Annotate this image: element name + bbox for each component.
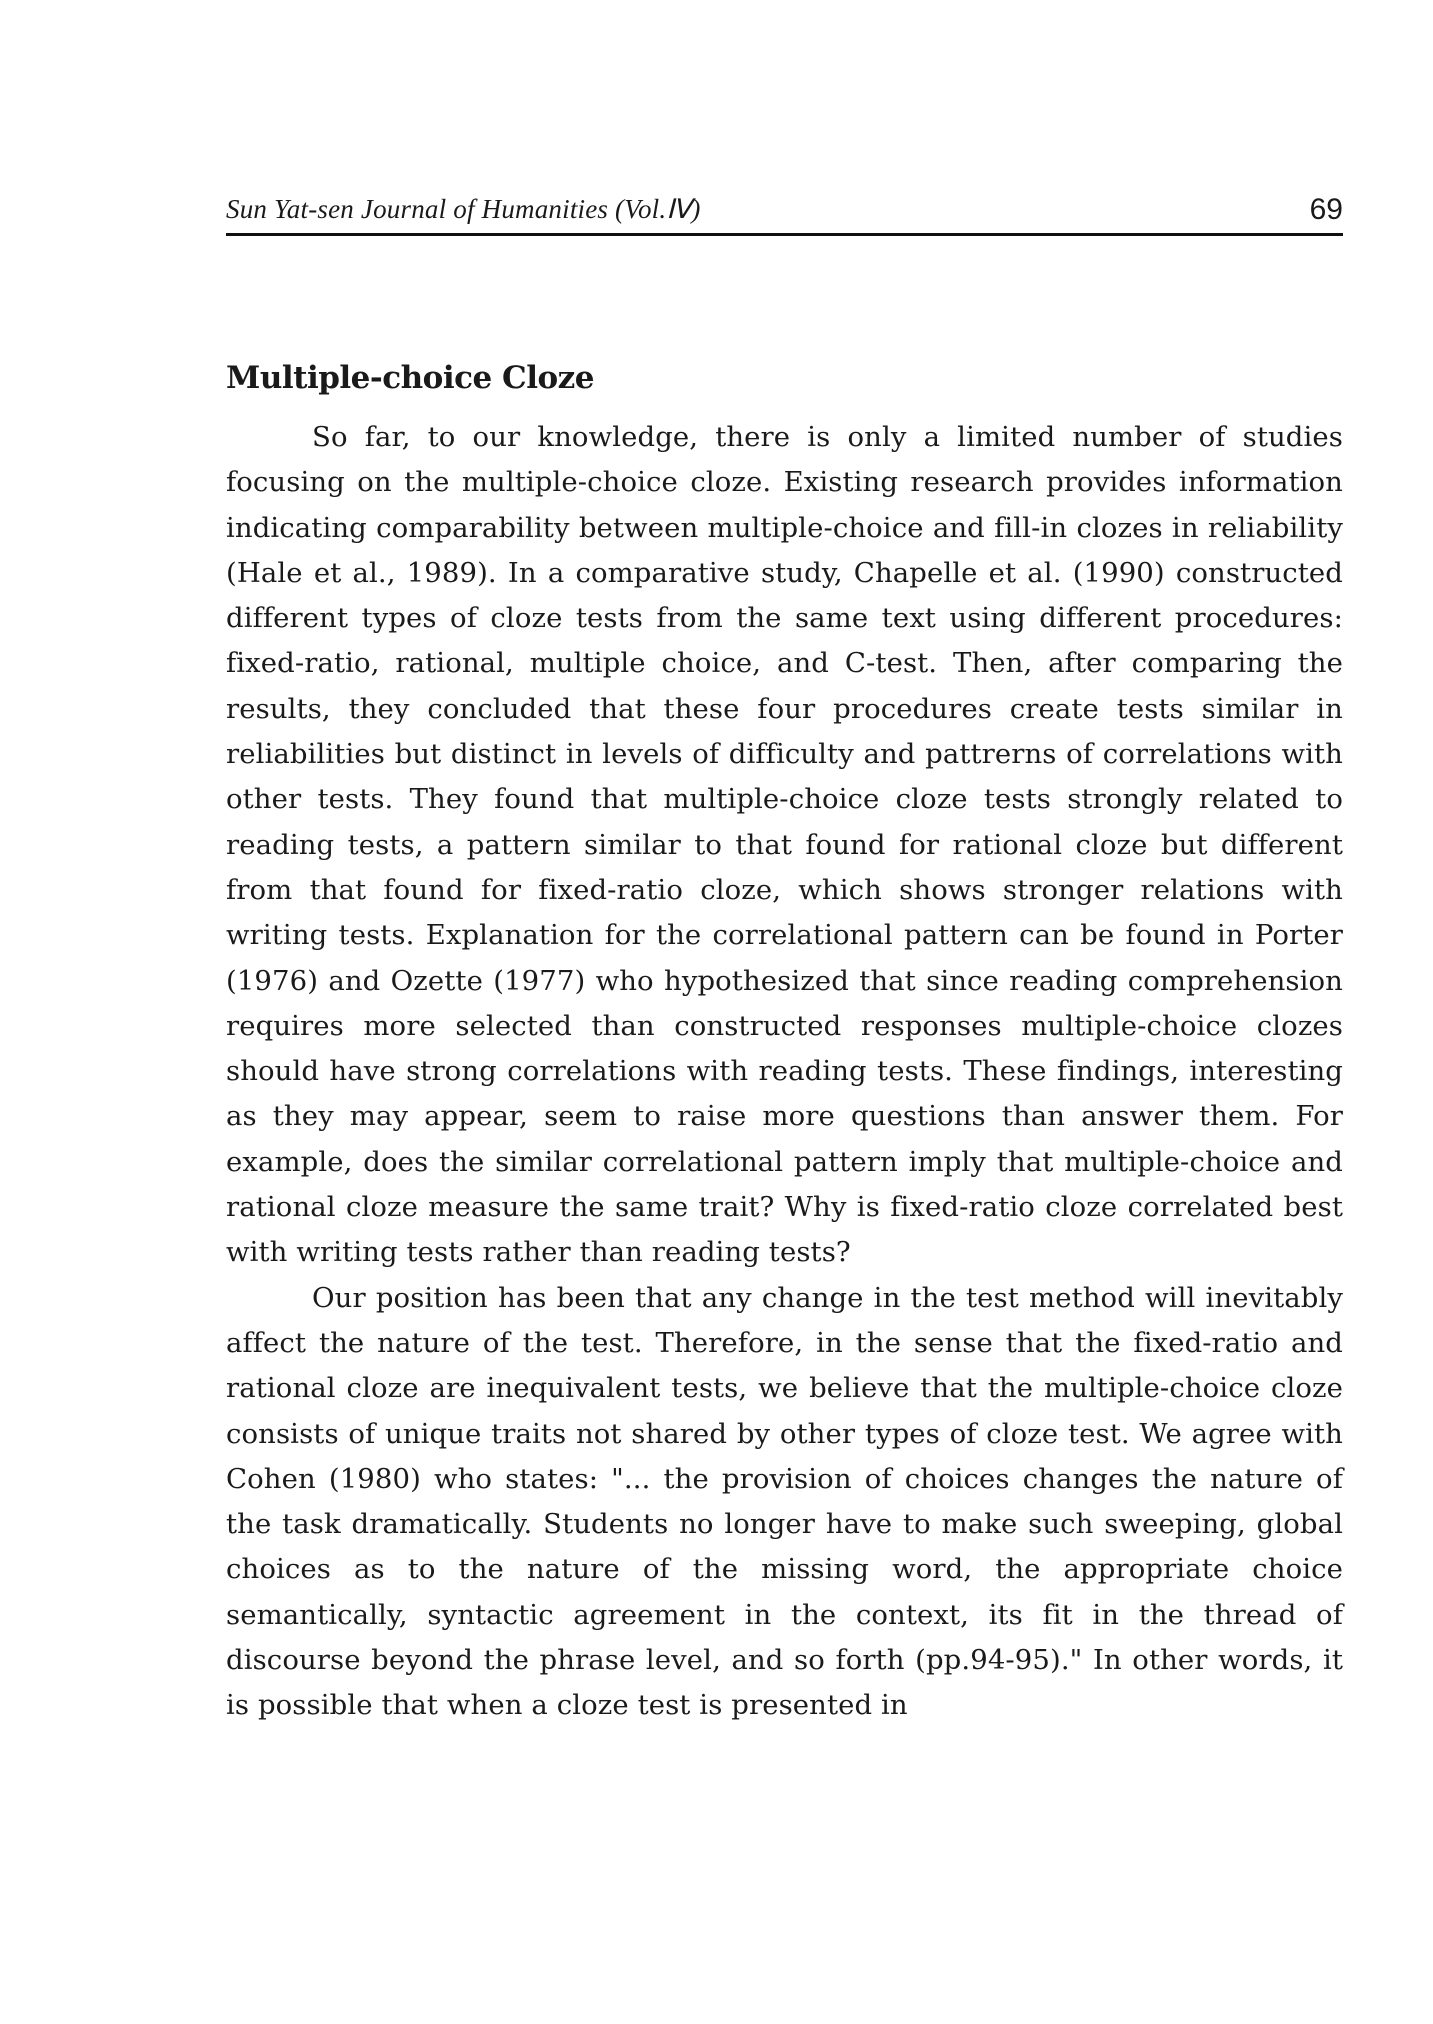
- journal-title: Sun Yat-sen Journal of Humanities (Vol.Ⅳ): [226, 194, 701, 224]
- paragraph-1: So far, to our knowledge, there is only a limited number of studies focusing on the multiple-choice cloze. Existing research provides information indicating comparability between multiple-choice and fill-in clozes in reliability (Hale et al., 1989). In a comparative study, Chapelle et al. (1990) constructed different types of cloze tests from the same text using different procedures: fixed-ratio, rational, multiple choice, and C-test. Then, after comparing the results, they concluded that these four procedures create tests similar in reliabilities but distinct in levels of difficulty and pattrerns of correlations with other tests. They found that multiple-choice cloze tests strongly related to reading tests, a pattern similar to that found for rational cloze but different from that found for fixed-ratio cloze, which shows stronger relations with writing tests. Explanation for the correlational pattern can be found in Porter (1976) and Ozette (1977) who hypothesized that since reading comprehension requires more selected than constructed responses multiple-choice clozes should have strong correlations with reading tests. These findings, interesting as they may appear, seem to raise more questions than answer them. For example, does the similar correlational pattern imply that multiple-choice and rational cloze measure the same trait? Why is fixed-ratio cloze correlated best with writing tests rather than reading tests?: [226, 421, 1343, 1269]
- section-heading: Multiple-choice Cloze: [226, 360, 594, 396]
- body-text: [226, 415, 1343, 1729]
- paragraph-2: Our position has been that any change in the test method will inevitably affect the nature of the test. Therefore, in the sense that the fixed-ratio and rational cloze are inequivalent tests, we believe that the multiple-choice cloze consists of unique traits not shared by other types of cloze test. We agree with Cohen (1980) who states: "... the provision of choices changes the nature of the task dramatically. Students no longer have to make such sweeping, global choices as to the nature of the missing word, the appropriate choice semantically, syntactic agreement in the context, its fit in the thread of discourse beyond the phrase level, and so forth (pp.94-95)." In other words, it is possible that when a cloze test is presented in: [226, 1281, 1343, 1722]
- page-number: 69: [1309, 193, 1343, 226]
- running-header: [226, 188, 1343, 236]
